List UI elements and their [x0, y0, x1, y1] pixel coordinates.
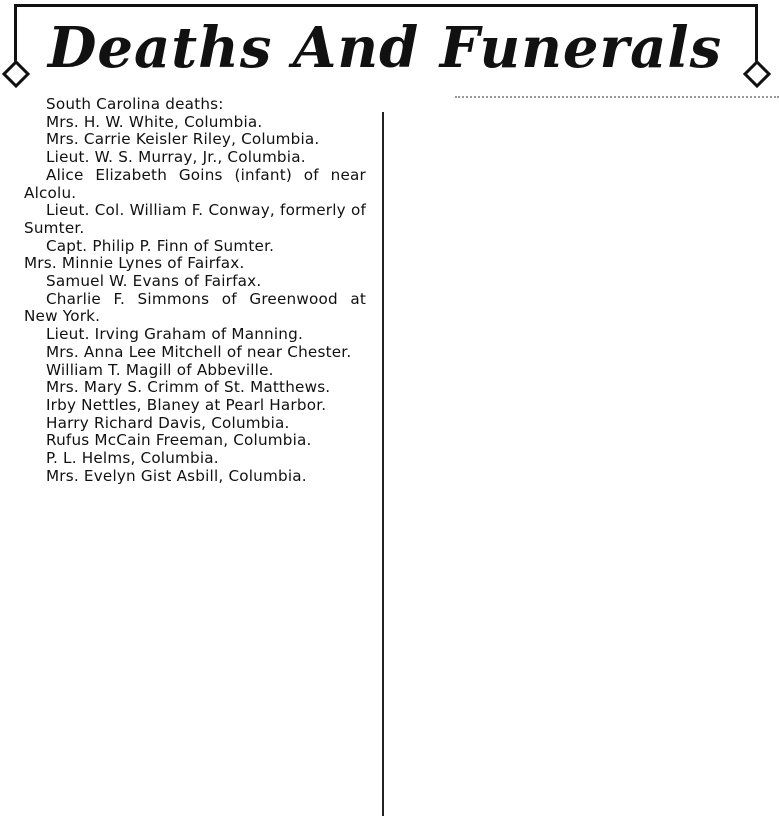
headline-banner: [0, 0, 779, 100]
death-entry: Rufus McCain Freeman, Columbia.: [46, 431, 312, 450]
death-entry: Harry Richard Davis, Columbia.: [46, 413, 290, 432]
dotted-divider: [455, 96, 779, 98]
death-entry: Mrs. Carrie Keisler Riley, Columbia.: [46, 130, 320, 149]
death-entry: William T. Magill of Abbeville.: [46, 360, 274, 379]
death-entry: P. L. Helms, Columbia.: [46, 449, 219, 468]
page-title: Deaths And Funerals: [47, 15, 723, 81]
banner-frame-right: [755, 4, 758, 64]
death-entry: Mrs. Anna Lee Mitchell of near Chester.: [46, 342, 352, 361]
article-column: [24, 96, 366, 485]
banner-frame-top: [14, 4, 758, 7]
death-entry: Mrs. Minnie Lynes of Fairfax.: [24, 254, 245, 273]
column-rule: [382, 112, 384, 816]
death-entry: Capt. Philip P. Finn of Sumter.: [46, 236, 275, 255]
death-entry: Samuel W. Evans of Fairfax.: [46, 272, 262, 291]
death-entry: Mrs. H. W. White, Columbia.: [46, 112, 263, 131]
death-entry: Alice Elizabeth Goins (infant) of near Alcolu.: [24, 165, 366, 202]
death-entry: Charlie F. Simmons of Greenwood at New York.: [24, 289, 366, 326]
death-entry: Lieut. Irving Graham of Manning.: [46, 325, 304, 344]
article-intro: South Carolina deaths:: [46, 95, 224, 113]
banner-frame-left: [14, 4, 17, 64]
diamond-ornament-icon: [2, 60, 30, 88]
death-entry: Lieut. Col. William F. Conway, formerly of Sumter.: [24, 201, 366, 237]
death-entry: Mrs. Mary S. Crimm of St. Matthews.: [46, 378, 331, 397]
death-entry: Mrs. Evelyn Gist Asbill, Columbia.: [46, 466, 307, 485]
diamond-ornament-icon: [743, 60, 771, 88]
death-entry: Lieut. W. S. Murray, Jr., Columbia.: [46, 148, 306, 167]
death-entry: Irby Nettles, Blaney at Pearl Harbor.: [46, 395, 327, 414]
